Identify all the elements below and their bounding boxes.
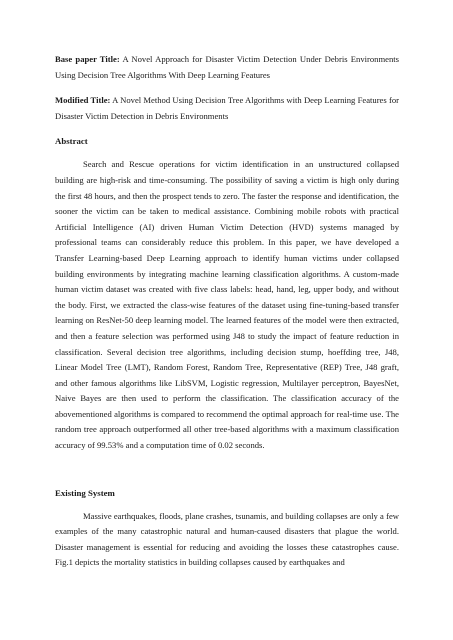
abstract-body: Search and Rescue operations for victim identification in an unstructured collapsed building are high-risk and time-consuming. The possibility of saving a victim is high only during the first 48 hours, and then the prospect tends to zero. The faster the response and identification, the sooner the victim can be taken to medical assistance. Combining mobile robots with practical Artificial Intelligence (AI) driven Human Victim Detection (HVD) systems managed by professional teams can considerably reduce this problem. In this paper, we have developed a Transfer Learning-based Deep Learning approach to identify human victims under collapsed building environments by integrating machine learning classification algorithms. A custom-made human victim dataset was created with five class labels: head, hand, leg, upper body, and without the body. First, we extracted the class-wise features of the dataset using fine-tuning-based transfer learning on ResNet-50 deep learning model. The learned features of the model were then extracted, and then a feature selection was performed using J48 to study the impact of feature reduction in classification. Several decision tree algorithms, including decision stump, hoeffding tree, J48, Linear Model Tree (LMT), Random Forest, Random Tree, Representative (REP) Tree, J48 graft, and other famous algorithms like LibSVM, Logistic regression, Multilayer perceptron, BayesNet, Naive Bayes are then used to perform the classification. The classification accuracy of the abovementioned algorithms is compared to recommend the optimal approach for real-time use. The random tree approach outperformed all other tree-based algorithms with a maximum classification accuracy of 99.53% and a computation time of 0.02 seconds. [55, 159, 399, 451]
base-paper-title-label: Base paper Title: [55, 54, 120, 64]
existing-system-heading: Existing System [55, 487, 115, 498]
document-page [55, 52, 399, 571]
modified-title [55, 93, 399, 124]
existing-system-body: Massive earthquakes, floods, plane crashes, tsunamis, and building collapses are only a few examples of the many catastrophic natural and human-caused disasters that plague the world. Disaster management is essential for reducing and avoiding the losses these catastrophes cause. Fig.1 depicts the mortality statistics in building collapses caused by earthquakes and [55, 510, 399, 568]
base-paper-title [55, 52, 399, 83]
abstract-heading: Abstract [55, 136, 88, 147]
modified-title-text: A Novel Method Using Decision Tree Algorithms with Deep Learning Features for Disaster Victim Detection in Debris Environments [55, 95, 399, 121]
base-paper-title-text: A Novel Approach for Disaster Victim Detection Under Debris Environments Using Decision Tree Algorithms With Deep Learning Features [55, 54, 399, 80]
modified-title-label: Modified Title: [55, 95, 111, 106]
